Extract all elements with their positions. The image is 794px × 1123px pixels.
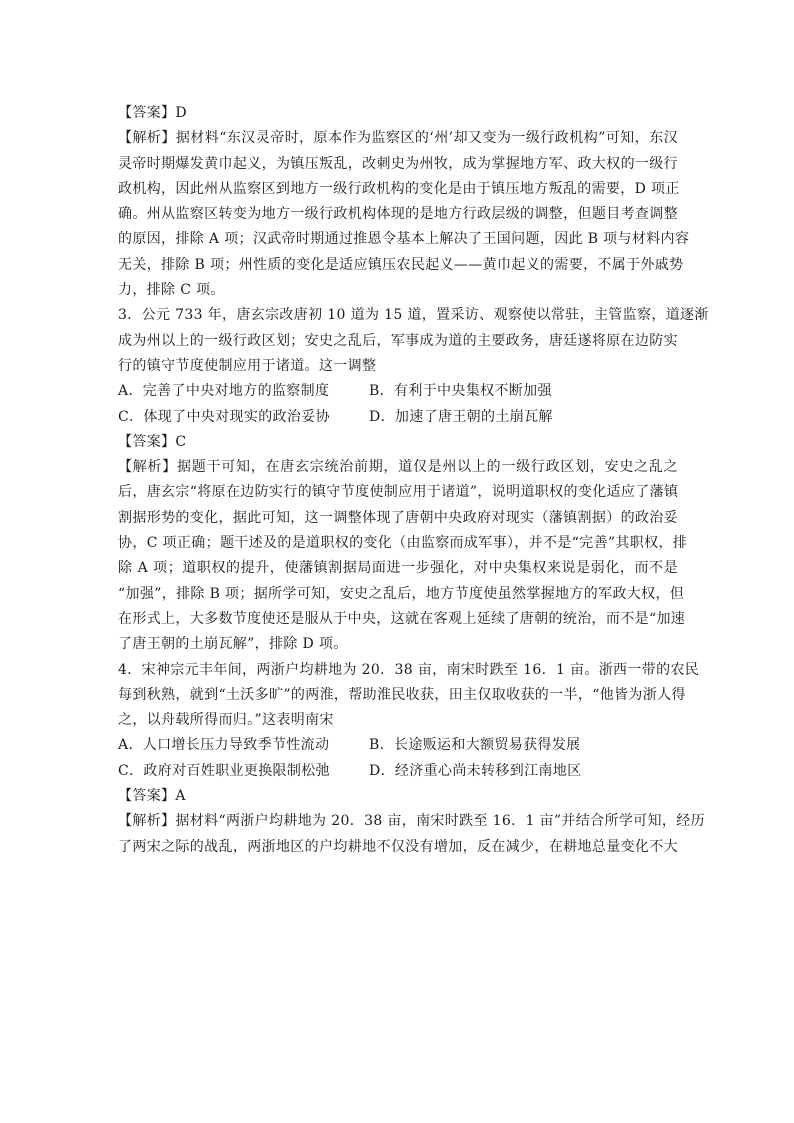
answer-label: 【答案】D — [118, 105, 187, 121]
analysis-line: 后，唐玄宗“将原在边防实行的镇守节度使制应用于诸道”，说明道职权的变化适应了藩镇 — [118, 484, 679, 501]
analysis-line: 【解析】据材料“东汉灵帝时，原本作为监察区的‘州’却又变为一级行政机构”可知，东汉 — [118, 130, 678, 147]
analysis-line: 无关，排除 B 项；州性质的变化是适应镇压农民起义——黄巾起义的需要，不属于外戚势 — [118, 256, 684, 273]
option-b: B．长途贩运和大额贸易获得发展 — [369, 737, 581, 754]
option-row — [118, 759, 678, 784]
analysis-line: “加强”，排除 B 项；据所学可知，安史之乱后，地方节度使虽然掌握地方的军政大权，但 — [118, 585, 685, 602]
analysis-line: 政机构，因此州从监察区到地方一级行政机构的变化是由于镇压地方叛乱的需要，D 项正 — [118, 180, 680, 197]
analysis-line: 了唐王朝的土崩瓦解”，排除 D 项。 — [118, 636, 348, 653]
question-stem-line: 行的镇守节度使制应用于诸道。这一调整 — [118, 357, 377, 374]
option-d: D．经济重心尚未转移到江南地区 — [369, 762, 582, 779]
answer-label: 【答案】C — [118, 433, 187, 450]
page-content — [118, 101, 709, 860]
option-row — [118, 733, 678, 758]
analysis-line: 协，C 项正确；题干述及的是道职权的变化（由监察而成军事），并不是“完善”其职权，排 — [118, 535, 688, 552]
question-stem-line: 之，以舟载所得而归。”这表明南宋 — [118, 712, 334, 729]
option-b: B．有利于中央集权不断加强 — [369, 383, 552, 400]
question-stem-line: 成为州以上的一级行政区划；安史之乱后，军事成为道的主要政务，唐廷遂将原在边防实 — [118, 332, 678, 349]
option-a: A．人口增长压力导致季节性流动 — [118, 737, 330, 754]
option-row — [118, 405, 678, 430]
question-stem-line: 每到秋熟，就到“土沃多旷”的两淮，帮助淮民收获，田主仅取收获的一半，“他皆为浙人得 — [118, 686, 686, 703]
analysis-line: 除 A 项；道职权的提升，使藩镇割据局面进一步强化，对中央集权来说是弱化，而不是 — [118, 560, 678, 577]
option-c: C．体现了中央对现实的政治妥协 — [118, 408, 330, 425]
analysis-line: 在形式上，大多数节度使还是服从于中央，这就在客观上延续了唐朝的统治，而不是“加速 — [118, 610, 686, 627]
option-row — [118, 379, 678, 404]
question-stem-line: 3．公元 733 年，唐玄宗改唐初 10 道为 15 道，置采访、观察使以常驻，主管监察，道逐渐 — [118, 307, 709, 324]
analysis-line: 力，排除 C 项。 — [118, 282, 225, 299]
option-a: A．完善了中央对地方的监察制度 — [118, 383, 330, 400]
option-c: C．政府对百姓职业更换限制松弛 — [118, 762, 330, 779]
option-d: D．加速了唐王朝的土崩瓦解 — [369, 408, 553, 425]
analysis-line: 确。州从监察区转变为地方一级行政机构体现的是地方行政层级的调整，但题目考查调整 — [118, 206, 678, 223]
analysis-line: 的原因，排除 A 项；汉武帝时期通过推恩令基本上解决了王国问题，因此 B 项与材料内容 — [118, 231, 690, 248]
analysis-line: 灵帝时期爆发黄巾起义，为镇压叛乱，改刺史为州牧，成为掌握地方军、政大权的一级行 — [118, 155, 678, 172]
analysis-line: 割据形势的变化，据此可知，这一调整体现了唐朝中央政府对现实（藩镇割据）的政治妥 — [118, 509, 678, 526]
analysis-line: 【解析】据材料“两浙户均耕地为 20．38 亩，南宋时跌至 16．1 亩”并结合所学可知，经历 — [118, 813, 705, 830]
analysis-line: 【解析】据题干可知，在唐玄宗统治前期，道仅是州以上的一级行政区划，安史之乱之 — [118, 459, 678, 476]
answer-label: 【答案】A — [118, 788, 186, 805]
analysis-line: 了两宋之际的战乱，两浙地区的户均耕地不仅没有增加，反在减少，在耕地总量变化不大 — [118, 838, 678, 855]
question-stem-line: 4．宋神宗元丰年间，两浙户均耕地为 20．38 亩，南宋时跌至 16．1 亩。浙西一带的农民 — [118, 661, 700, 678]
